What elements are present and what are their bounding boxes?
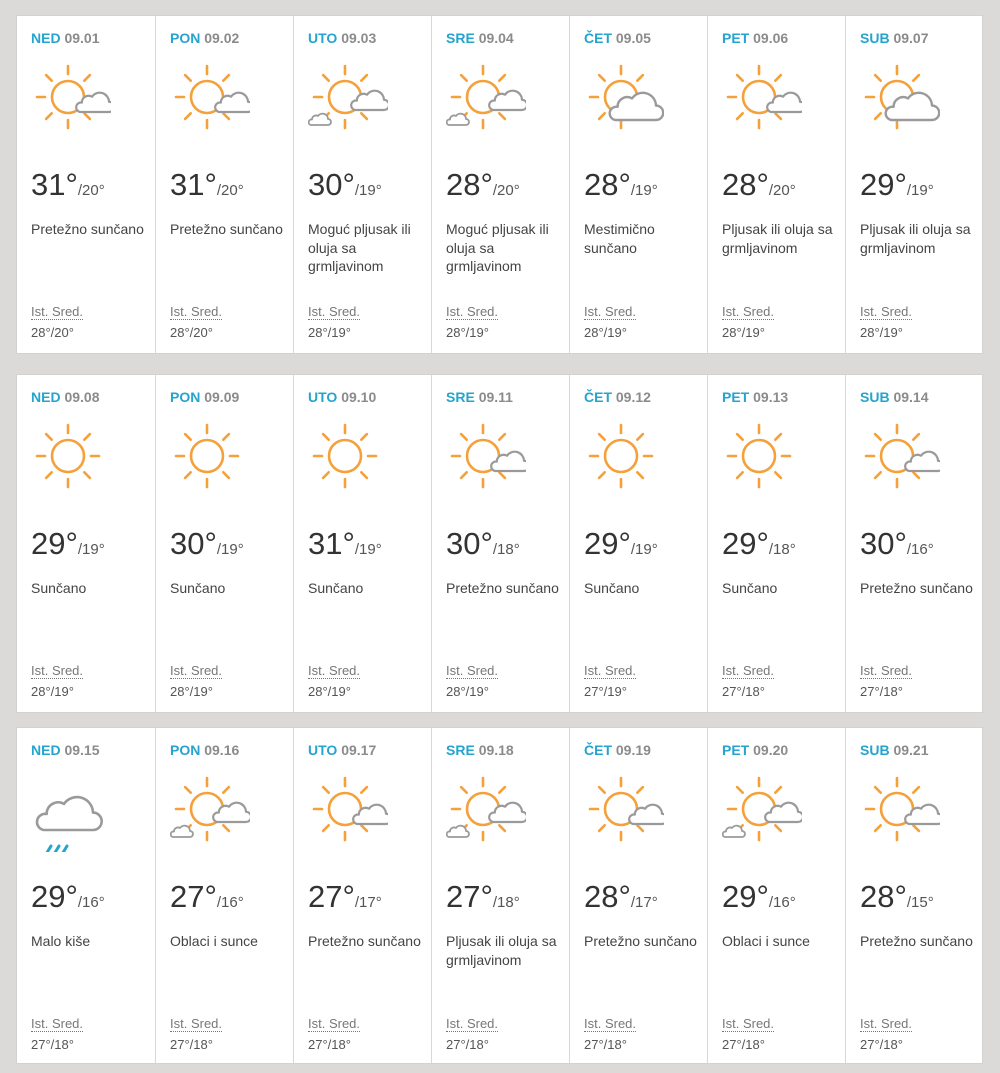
day-header <box>308 389 427 405</box>
min-temperature: /16° <box>768 894 796 911</box>
min-temperature: /20° <box>768 182 796 199</box>
min-temperature: /17° <box>630 894 658 911</box>
sun-icon <box>170 419 250 499</box>
day-forecast[interactable] <box>155 16 293 353</box>
day-forecast[interactable] <box>17 375 155 712</box>
day-header <box>722 389 841 405</box>
day-header <box>584 30 703 46</box>
day-date: 09.15 <box>64 742 100 758</box>
day-name: SUB <box>860 389 890 405</box>
min-temperature: /18° <box>492 894 520 911</box>
weather-description: Pljusak ili oluja sa grmljavinom <box>860 221 971 256</box>
day-header <box>584 389 703 405</box>
max-temperature: 31° <box>31 167 78 202</box>
historical-average-label[interactable]: Ist. Sred. <box>31 304 84 319</box>
temperature <box>31 168 105 208</box>
min-temperature: /20° <box>492 182 520 199</box>
day-forecast[interactable] <box>155 728 293 1063</box>
weather-description: Malo kiše <box>31 933 91 949</box>
day-date: 09.08 <box>64 389 100 405</box>
historical-average-value: 27°/18° <box>722 684 765 699</box>
max-temperature: 29° <box>31 879 78 914</box>
day-name: SRE <box>446 742 475 758</box>
historical-average-value: 28°/19° <box>446 325 489 340</box>
min-temperature: /20° <box>216 182 244 199</box>
temperature <box>860 880 934 920</box>
day-name: UTO <box>308 742 338 758</box>
historical-average-value: 27°/18° <box>308 1037 351 1052</box>
day-date: 09.21 <box>893 742 929 758</box>
day-forecast[interactable] <box>569 728 707 1063</box>
day-forecast[interactable] <box>707 728 845 1063</box>
day-name: NED <box>31 30 61 46</box>
historical-average-label[interactable]: Ist. Sred. <box>860 663 913 678</box>
day-date: 09.13 <box>753 389 789 405</box>
sun-clouds-icon <box>446 772 526 852</box>
historical-average-value: 28°/20° <box>170 325 213 340</box>
historical-average-value: 28°/19° <box>722 325 765 340</box>
day-header <box>860 389 979 405</box>
weather-description: Sunčano <box>584 580 640 596</box>
day-forecast[interactable] <box>17 728 155 1063</box>
historical-average-value: 28°/19° <box>308 325 351 340</box>
historical-average-value: 28°/19° <box>446 684 489 699</box>
weather-description: Sunčano <box>722 580 778 596</box>
min-temperature: /19° <box>354 541 382 558</box>
max-temperature: 28° <box>860 879 907 914</box>
historical-average-label[interactable]: Ist. Sred. <box>584 304 637 319</box>
temperature <box>722 168 796 208</box>
historical-average-label[interactable]: Ist. Sred. <box>446 1016 499 1031</box>
historical-average-value: 28°/19° <box>860 325 903 340</box>
temperature <box>446 880 520 920</box>
historical-average-label[interactable]: Ist. Sred. <box>584 663 637 678</box>
historical-average-value: 27°/18° <box>31 1037 74 1052</box>
weather-description: Mestimično sunčano <box>584 221 655 256</box>
max-temperature: 28° <box>584 167 631 202</box>
max-temperature: 28° <box>584 879 631 914</box>
day-header <box>31 30 151 46</box>
day-forecast[interactable] <box>431 728 569 1063</box>
day-name: NED <box>31 389 61 405</box>
day-name: PON <box>170 30 201 46</box>
day-date: 09.07 <box>893 30 929 46</box>
max-temperature: 30° <box>308 167 355 202</box>
sun-clouds-icon <box>446 60 526 140</box>
day-name: ČET <box>584 742 612 758</box>
max-temperature: 29° <box>860 167 907 202</box>
day-date: 09.04 <box>478 30 514 46</box>
day-forecast[interactable] <box>431 16 569 353</box>
sun-clouds-icon <box>722 772 802 852</box>
day-header <box>860 742 979 758</box>
historical-average-value: 27°/18° <box>170 1037 213 1052</box>
historical-average-value: 28°/20° <box>31 325 74 340</box>
min-temperature: /15° <box>906 894 934 911</box>
max-temperature: 29° <box>31 526 78 561</box>
historical-average-value: 28°/19° <box>308 684 351 699</box>
temperature <box>446 527 520 567</box>
day-name: UTO <box>308 389 338 405</box>
historical-average-label[interactable]: Ist. Sred. <box>308 1016 361 1031</box>
sun-cloud-icon <box>860 772 940 852</box>
temperature <box>170 880 244 920</box>
historical-average-label[interactable]: Ist. Sred. <box>860 1016 913 1031</box>
max-temperature: 27° <box>308 879 355 914</box>
day-forecast[interactable] <box>569 16 707 353</box>
max-temperature: 29° <box>722 526 769 561</box>
day-forecast[interactable] <box>155 375 293 712</box>
day-forecast[interactable] <box>569 375 707 712</box>
temperature <box>446 168 520 208</box>
weather-description: Pretežno sunčano <box>584 933 697 949</box>
day-header <box>31 389 151 405</box>
day-name: ČET <box>584 30 612 46</box>
day-forecast[interactable] <box>707 16 845 353</box>
max-temperature: 31° <box>308 526 355 561</box>
historical-average-label[interactable]: Ist. Sred. <box>722 304 775 319</box>
historical-average-label[interactable]: Ist. Sred. <box>860 304 913 319</box>
day-header <box>446 30 565 46</box>
day-date: 09.17 <box>341 742 377 758</box>
temperature <box>308 880 382 920</box>
day-name: PON <box>170 389 201 405</box>
historical-average-label[interactable]: Ist. Sred. <box>584 1016 637 1031</box>
max-temperature: 30° <box>170 526 217 561</box>
day-date: 09.12 <box>615 389 651 405</box>
sun-icon <box>584 419 664 499</box>
temperature <box>170 527 244 567</box>
sun-cloud-icon <box>31 60 111 140</box>
day-name: SUB <box>860 742 890 758</box>
min-temperature: /17° <box>354 894 382 911</box>
min-temperature: /19° <box>906 182 934 199</box>
weather-description: Sunčano <box>308 580 364 596</box>
historical-average-label[interactable]: Ist. Sred. <box>170 304 223 319</box>
sun-icon <box>308 419 388 499</box>
historical-average-value: 27°/18° <box>860 684 903 699</box>
day-date: 09.05 <box>615 30 651 46</box>
forecast-week-panel <box>16 727 983 1064</box>
historical-average-label[interactable]: Ist. Sred. <box>308 304 361 319</box>
weather-description: Pretežno sunčano <box>31 221 144 237</box>
weather-description: Moguć pljusak ili oluja sa grmljavinom <box>308 221 411 274</box>
weather-description: Pretežno sunčano <box>446 580 559 596</box>
day-date: 09.09 <box>204 389 240 405</box>
sun-big-cloud-icon <box>584 60 664 140</box>
min-temperature: /19° <box>216 541 244 558</box>
max-temperature: 29° <box>722 879 769 914</box>
min-temperature: /19° <box>354 182 382 199</box>
day-date: 09.14 <box>893 389 929 405</box>
min-temperature: /19° <box>77 541 105 558</box>
day-forecast[interactable] <box>293 728 431 1063</box>
day-date: 09.06 <box>753 30 789 46</box>
temperature <box>308 527 382 567</box>
sun-clouds-icon <box>308 60 388 140</box>
day-header <box>31 742 151 758</box>
day-date: 09.19 <box>615 742 651 758</box>
day-forecast[interactable] <box>845 375 983 712</box>
temperature <box>722 527 796 567</box>
day-header <box>308 742 427 758</box>
min-temperature: /16° <box>216 894 244 911</box>
max-temperature: 31° <box>170 167 217 202</box>
day-name: PET <box>722 742 750 758</box>
weather-description: Oblaci i sunce <box>722 933 810 949</box>
day-forecast[interactable] <box>431 375 569 712</box>
sun-cloud-icon <box>860 419 940 499</box>
weather-description: Pretežno sunčano <box>308 933 421 949</box>
weather-description: Pljusak ili oluja sa grmljavinom <box>722 221 833 256</box>
min-temperature: /16° <box>77 894 105 911</box>
day-name: SRE <box>446 389 475 405</box>
day-header <box>722 742 841 758</box>
weather-description: Pretežno sunčano <box>860 580 973 596</box>
day-date: 09.03 <box>341 30 377 46</box>
day-forecast[interactable] <box>845 16 983 353</box>
historical-average-value: 27°/18° <box>584 1037 627 1052</box>
historical-average-value: 28°/19° <box>170 684 213 699</box>
day-header <box>170 30 289 46</box>
weather-description: Pljusak ili oluja sa grmljavinom <box>446 933 557 968</box>
max-temperature: 30° <box>860 526 907 561</box>
min-temperature: /18° <box>768 541 796 558</box>
temperature <box>584 527 658 567</box>
weather-description: Moguć pljusak ili oluja sa grmljavinom <box>446 221 549 274</box>
temperature <box>31 527 105 567</box>
day-header <box>308 30 427 46</box>
day-date: 09.16 <box>204 742 240 758</box>
day-header <box>170 389 289 405</box>
sun-icon <box>722 419 802 499</box>
day-name: SRE <box>446 30 475 46</box>
rain-cloud-icon <box>31 772 111 852</box>
day-forecast[interactable] <box>17 16 155 353</box>
historical-average-label[interactable]: Ist. Sred. <box>722 1016 775 1031</box>
historical-average-value: 27°/18° <box>722 1037 765 1052</box>
max-temperature: 29° <box>584 526 631 561</box>
day-header <box>446 742 565 758</box>
day-name: PON <box>170 742 201 758</box>
max-temperature: 28° <box>446 167 493 202</box>
temperature <box>584 168 658 208</box>
historical-average-value: 28°/19° <box>31 684 74 699</box>
temperature <box>308 168 382 208</box>
historical-average-label[interactable]: Ist. Sred. <box>170 663 223 678</box>
forecast-week-panel <box>16 15 983 354</box>
day-forecast[interactable] <box>293 375 431 712</box>
day-forecast[interactable] <box>293 16 431 353</box>
day-header <box>722 30 841 46</box>
temperature <box>31 880 105 920</box>
day-name: UTO <box>308 30 338 46</box>
sun-cloud-icon <box>722 60 802 140</box>
day-header <box>446 389 565 405</box>
min-temperature: /19° <box>630 182 658 199</box>
day-date: 09.10 <box>341 389 377 405</box>
historical-average-label[interactable]: Ist. Sred. <box>446 304 499 319</box>
sun-big-cloud-icon <box>860 60 940 140</box>
weather-description: Sunčano <box>170 580 226 596</box>
sun-cloud-icon <box>446 419 526 499</box>
sun-clouds-icon <box>170 772 250 852</box>
sun-icon <box>31 419 111 499</box>
max-temperature: 27° <box>446 879 493 914</box>
day-header <box>584 742 703 758</box>
temperature <box>170 168 244 208</box>
day-name: SUB <box>860 30 890 46</box>
weather-description: Sunčano <box>31 580 87 596</box>
historical-average-label[interactable]: Ist. Sred. <box>170 1016 223 1031</box>
historical-average-label[interactable]: Ist. Sred. <box>31 1016 84 1031</box>
sun-cloud-icon <box>584 772 664 852</box>
historical-average-label[interactable]: Ist. Sred. <box>308 663 361 678</box>
temperature <box>860 168 934 208</box>
day-name: NED <box>31 742 61 758</box>
sun-cloud-icon <box>170 60 250 140</box>
day-name: PET <box>722 389 750 405</box>
historical-average-value: 28°/19° <box>584 325 627 340</box>
weather-description: Pretežno sunčano <box>170 221 283 237</box>
temperature <box>860 527 934 567</box>
min-temperature: /16° <box>906 541 934 558</box>
max-temperature: 30° <box>446 526 493 561</box>
day-header <box>860 30 979 46</box>
day-date: 09.11 <box>478 389 513 405</box>
sun-cloud-icon <box>308 772 388 852</box>
historical-average-value: 27°/18° <box>446 1037 489 1052</box>
day-date: 09.18 <box>478 742 514 758</box>
forecast-week-panel <box>16 374 983 713</box>
temperature <box>584 880 658 920</box>
weather-description: Oblaci i sunce <box>170 933 258 949</box>
historical-average-value: 27°/18° <box>860 1037 903 1052</box>
historical-average-label[interactable]: Ist. Sred. <box>31 663 84 678</box>
max-temperature: 27° <box>170 879 217 914</box>
temperature <box>722 880 796 920</box>
weather-description: Pretežno sunčano <box>860 933 973 949</box>
historical-average-value: 27°/19° <box>584 684 627 699</box>
day-date: 09.02 <box>204 30 240 46</box>
day-forecast[interactable] <box>707 375 845 712</box>
max-temperature: 28° <box>722 167 769 202</box>
min-temperature: /18° <box>492 541 520 558</box>
day-name: ČET <box>584 389 612 405</box>
min-temperature: /19° <box>630 541 658 558</box>
day-name: PET <box>722 30 750 46</box>
day-forecast[interactable] <box>845 728 983 1063</box>
day-date: 09.01 <box>64 30 100 46</box>
historical-average-label[interactable]: Ist. Sred. <box>722 663 775 678</box>
day-header <box>170 742 289 758</box>
min-temperature: /20° <box>77 182 105 199</box>
historical-average-label[interactable]: Ist. Sred. <box>446 663 499 678</box>
day-date: 09.20 <box>753 742 789 758</box>
